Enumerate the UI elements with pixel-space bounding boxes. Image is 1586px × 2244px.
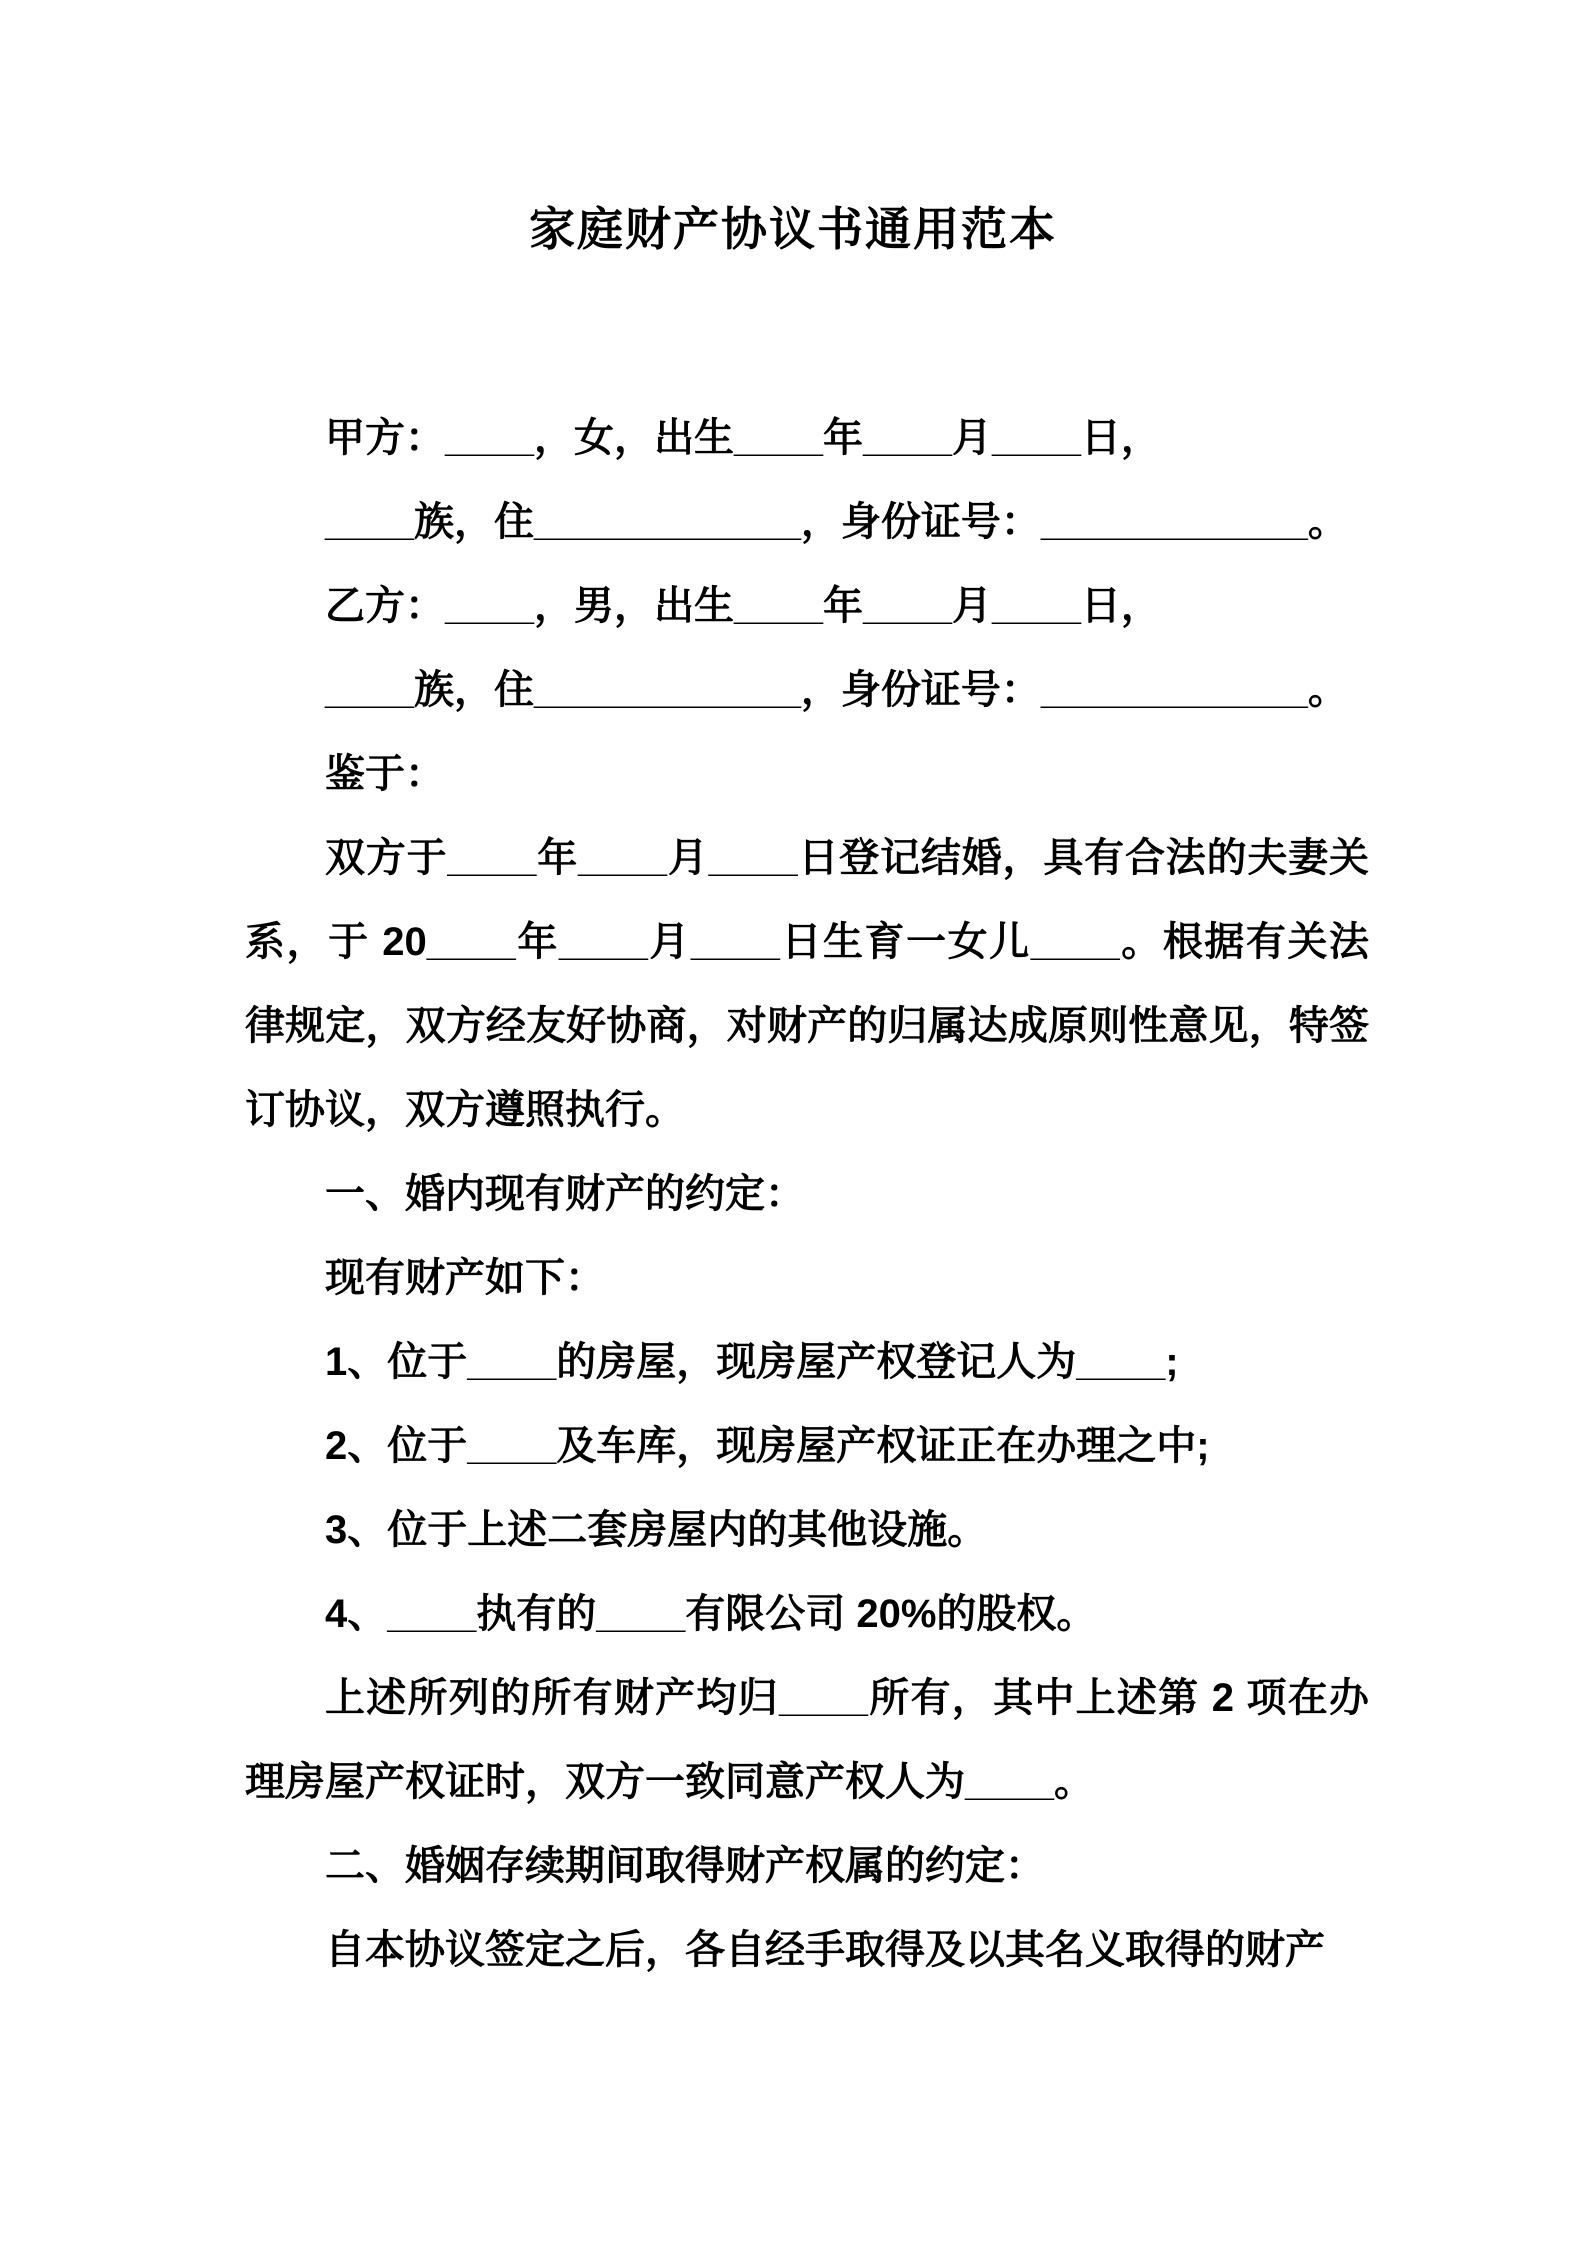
text-line: 系，于 20____年____月____日生育一女儿____。根据有关法	[245, 920, 1369, 964]
document-body	[245, 396, 1369, 1992]
text-line: 自本协议签定之后，各自经手取得及以其名义取得的财产	[325, 1928, 1325, 1972]
text-line: 乙方：____，男，出生____年____月____日，	[325, 584, 1161, 628]
text-line: 鉴于：	[325, 752, 445, 796]
text-line: 甲方：____，女，出生____年____月____日，	[325, 416, 1161, 460]
text-line: 双方于____年____月____日登记结婚，具有合法的夫妻关	[325, 836, 1369, 880]
text-line: 一、婚内现有财产的约定：	[325, 1172, 805, 1216]
text-line: 订协议，双方遵照执行。	[245, 1088, 685, 1132]
text-line: 1、位于____的房屋，现房屋产权登记人为____;	[325, 1340, 1179, 1384]
text-line: 律规定，双方经友好协商，对财产的归属达成原则性意见，特签	[245, 1004, 1369, 1048]
text-line: ____族，住____________，身份证号：____________。	[325, 500, 1348, 544]
text-line: 上述所列的所有财产均归____所有，其中上述第 2 项在办	[325, 1676, 1369, 1720]
text-line: 二、婚姻存续期间取得财产权属的约定：	[325, 1844, 1045, 1888]
text-line: 理房屋产权证时，双方一致同意产权人为____。	[245, 1760, 1094, 1804]
document-title: 家庭财产协议书通用范本	[529, 203, 1057, 255]
text-line: 现有财产如下：	[325, 1256, 605, 1300]
text-line: ____族，住____________，身份证号：____________。	[325, 668, 1348, 712]
text-line: 3、位于上述二套房屋内的其他设施。	[325, 1508, 988, 1552]
text-line: 2、位于____及车库，现房屋产权证正在办理之中;	[325, 1424, 1210, 1468]
text-line: 4、____执有的____有限公司 20%的股权。	[325, 1592, 1097, 1636]
